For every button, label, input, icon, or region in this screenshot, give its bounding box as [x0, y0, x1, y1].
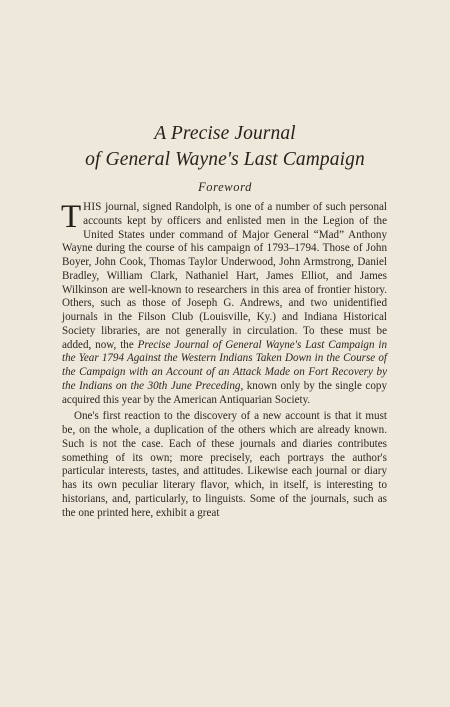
paragraph-2: One's first reaction to the discovery of a new account is that it must be, on the whole, a duplication of the others which are already known. Such is not the case. Each of these journals and diaries contributes something of its own; more precisely, each portrays the author's particular interests, tastes, and attitudes. Likewise each journal or diary has its own peculiar literary flavor, which, in itself, is interesting to historians, and, particularly, to linguists. Some of the journals, such as the one printed here, exhibit a great	[62, 410, 387, 519]
paragraph-1-text-a: journal, signed Randolph, is one of a number of such personal accounts kept by officers and enlisted men in the Legion of the United States under command of Major General “Mad” Anthony Wayne during the course of his campaign of 1793–1794. Those of John Boyer, John Cook, Thomas Taylor Underwood, John Armstrong, Daniel Bradley, William Clark, Nathaniel Hart, James Elliot, and James Wilkinson are well-known to researchers in this area of frontier history. Others, such as those of Joseph G. Andrews, and two unidentified journals in the Filson Club (Louisville, Ky.) and Indiana Historical Society libraries, are not generally in circulation. To these must be added, now, the	[62, 201, 387, 351]
title-line-1: A Precise Journal	[154, 123, 296, 144]
paragraph-1-text-b: known only by the single copy acquired this year by the American Antiquarian Society.	[62, 379, 387, 406]
article-title	[0, 121, 450, 173]
title-line-2: of General Wayne's Last Campaign	[85, 149, 365, 170]
foreword-heading: Foreword	[198, 180, 252, 194]
body-text	[62, 201, 387, 520]
drop-cap: T	[61, 199, 82, 235]
journal-title-italic: Precise Journal of General Wayne's Last Campaign in the Year 1794 Against the Western Indians Taken Down in the Course of the Campaign with an Account of an Attack Made on Fort Recovery by the Indians on the 30th June Preceding,	[62, 338, 388, 392]
paragraph-1	[62, 201, 387, 407]
opening-caps: HIS	[83, 201, 102, 213]
